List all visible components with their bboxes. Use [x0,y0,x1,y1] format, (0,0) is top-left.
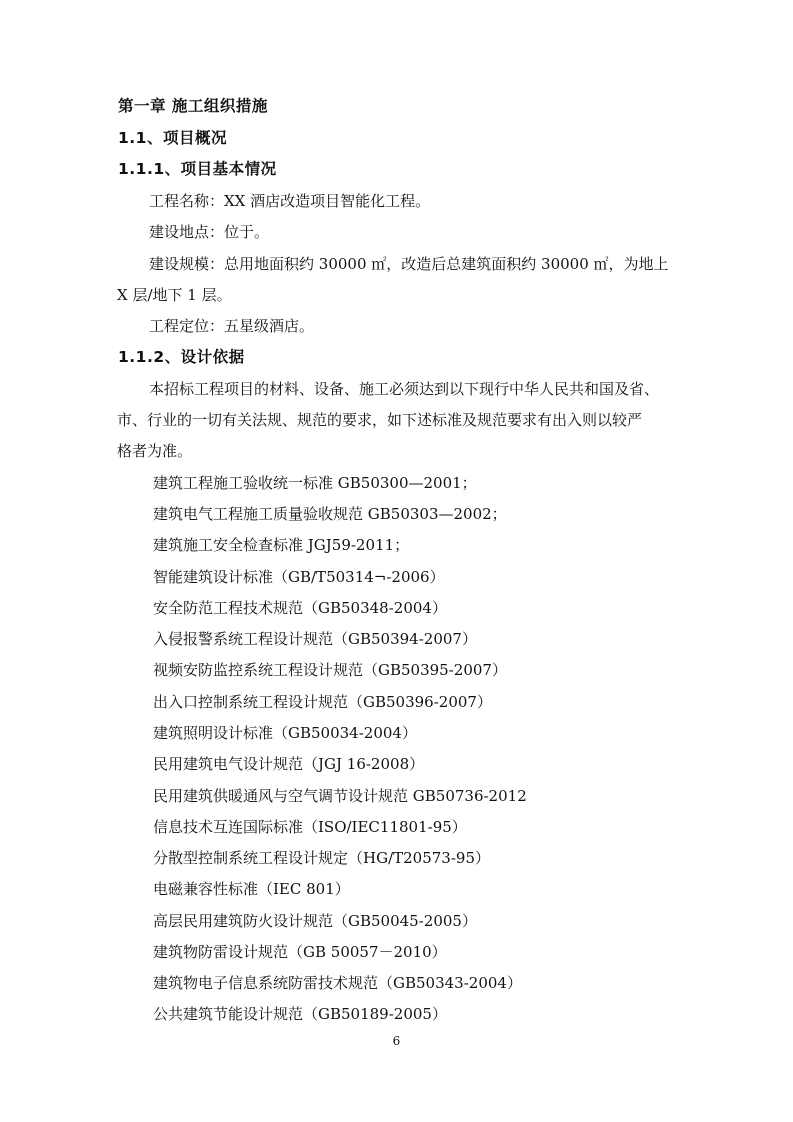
standard-item: 公共建筑节能设计规范（GB50189-2005） [153,1005,447,1023]
project-scale-line-2: X 层/地下 1 层。 [117,286,232,304]
basis-paragraph-line-2: 市、行业的一切有关法规、规范的要求，如下述标准及规范要求有出入则以较严 [117,411,643,429]
section-heading-1-1-2: 1.1.2、设计依据 [118,348,245,366]
standard-item: 出入口控制系统工程设计规范（GB50396-2007） [153,693,492,711]
standard-item: 民用建筑供暖通风与空气调节设计规范 GB50736-2012 [153,787,527,805]
standard-item: 入侵报警系统工程设计规范（GB50394-2007） [153,630,477,648]
standard-item: 建筑照明设计标准（GB50034-2004） [153,724,417,742]
standard-item: 高层民用建筑防火设计规范（GB50045-2005） [153,912,477,930]
standard-item: 民用建筑电气设计规范（JGJ 16-2008） [153,755,425,773]
project-location: 建设地点：位于。 [149,223,270,241]
standard-item: 建筑工程施工验收统一标准 GB50300—2001； [153,474,477,492]
standard-item: 建筑物防雷设计规范（GB 50057－2010） [153,943,447,961]
project-name: 工程名称：XX 酒店改造项目智能化工程。 [149,192,431,210]
standard-item: 智能建筑设计标准（GB/T50314¬-2006） [153,568,445,586]
section-heading-1-1-1: 1.1.1、项目基本情况 [118,160,277,178]
standard-item: 安全防范工程技术规范（GB50348-2004） [153,599,447,617]
standard-item: 电磁兼容性标准（IEC 801） [153,880,350,898]
standard-item: 信息技术互连国际标准（ISO/IEC11801-95） [153,818,467,836]
section-heading-1-1: 1.1、项目概况 [118,129,227,147]
page-number: 6 [392,1034,401,1048]
standard-item: 建筑施工安全检查标准 JGJ59-2011； [153,536,410,554]
project-positioning: 工程定位：五星级酒店。 [149,317,315,335]
standard-item: 视频安防监控系统工程设计规范（GB50395-2007） [153,661,507,679]
standard-item: 分散型控制系统工程设计规定（HG/T20573-95） [153,849,490,867]
standard-item: 建筑电气工程施工质量验收规范 GB50303—2002； [153,505,507,523]
basis-paragraph-line-3: 格者为准。 [117,442,193,460]
basis-paragraph-line-1: 本招标工程项目的材料、设备、施工必须达到以下现行中华人民共和国及省、 [149,380,660,398]
chapter-title: 第一章 施工组织措施 [118,97,268,115]
standard-item: 建筑物电子信息系统防雷技术规范（GB50343-2004） [153,974,522,992]
project-scale-line-1: 建设规模：总用地面积约 30000 ㎡，改造后总建筑面积约 30000 ㎡，为地上 [149,255,669,273]
